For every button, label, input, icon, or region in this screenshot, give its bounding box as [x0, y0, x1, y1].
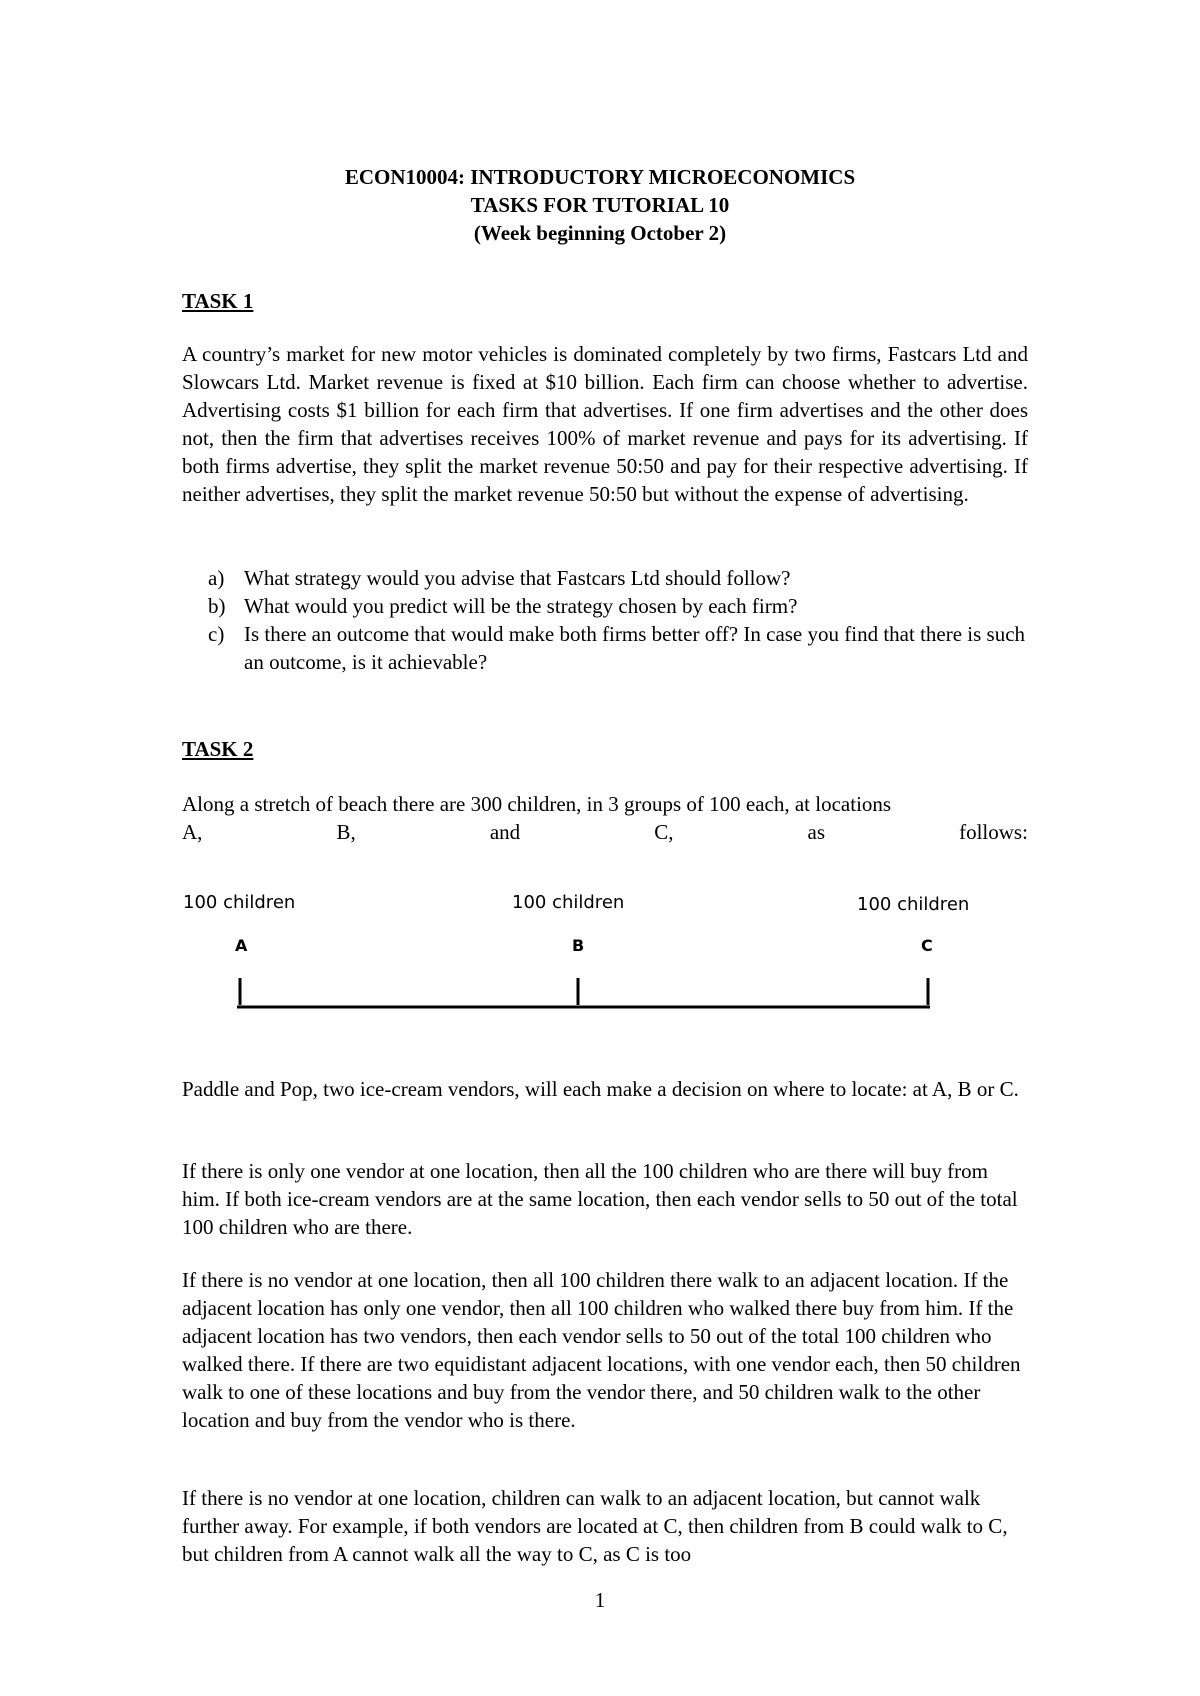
question-label: c)	[208, 622, 225, 646]
intro-word: B,	[336, 820, 356, 844]
beach-diagram	[0, 880, 1200, 1020]
location-b-letter: B	[572, 936, 585, 955]
task1-heading: TASK 1	[182, 289, 254, 313]
question-item	[208, 592, 1028, 620]
task2-heading: TASK 2	[182, 737, 254, 761]
task2-intro-continued	[182, 818, 1028, 846]
intro-word: A,	[182, 820, 203, 844]
task2-paragraph-3: If there is no vendor at one location, then all 100 children there walk to an adjacent location. If the adjacent location has only one vendor, then all 100 children who walked there buy from him. If the adjacent location has two vendors, then each vendor sells to 50 out of the total 100 children who walked there. If there are two equidistant adjacent locations, with one vendor each, then 50 children walk to one of these locations and buy from the vendor there, and 50 children walk to the other location and buy from the vendor who is there.	[182, 1268, 1021, 1432]
intro-word: and	[489, 820, 521, 844]
question-text: What would you predict will be the strategy chosen by each firm?	[244, 594, 798, 618]
intro-word: as	[807, 820, 826, 844]
intro-word: follows:	[959, 820, 1028, 844]
task2-paragraph-4: If there is no vendor at one location, children can walk to an adjacent location, but cannot walk further away. For example, if both vendors are located at C, then children from B could walk to C, but children from A cannot walk all the way to C, as C is too	[182, 1486, 1008, 1566]
week-note: (Week beginning October 2)	[473, 221, 727, 245]
location-a-letter: A	[235, 936, 248, 955]
intro-word: C,	[654, 820, 674, 844]
task2-intro: Along a stretch of beach there are 300 children, in 3 groups of 100 each, at locations	[182, 792, 892, 816]
question-text: Is there an outcome that would make both firms better off? In case you find that there is such an outcome, is it achievable?	[244, 622, 1026, 674]
task2-paragraph-2: If there is only one vendor at one location, then all the 100 children who are there will buy from him. If both ice-cream vendors are at the same location, then each vendor sells to 50 out of the total 100 children who are there.	[182, 1159, 1018, 1239]
beach-line-graphic	[0, 880, 1200, 1020]
task2-paragraph-1: Paddle and Pop, two ice-cream vendors, will each make a decision on where to locate: at A, B or C.	[182, 1077, 1019, 1101]
tutorial-title: TASKS FOR TUTORIAL 10	[470, 193, 730, 217]
question-text: What strategy would you advise that Fastcars Ltd should follow?	[244, 566, 791, 590]
document-header	[0, 163, 1200, 247]
location-c-letter: C	[921, 936, 933, 955]
question-item	[208, 564, 1028, 592]
question-label: a)	[208, 566, 225, 590]
course-title: ECON10004: INTRODUCTORY MICROECONOMICS	[344, 165, 856, 189]
location-b-count: 100 children	[512, 892, 625, 913]
task1-questions	[208, 564, 1028, 676]
question-label: b)	[208, 594, 226, 618]
location-c-count: 100 children	[857, 894, 970, 915]
page-number: 1	[594, 1588, 606, 1612]
location-a-count: 100 children	[183, 892, 296, 913]
task1-paragraph: A country’s market for new motor vehicles is dominated completely by two firms, Fastcars Ltd and Slowcars Ltd. Market revenue is fixed at $10 billion. Each firm can choose whether to advertise. Advertising costs $1 billion for each firm that advertises. If one firm advertises and the other does not, then the firm that advertises receives 100% of market revenue and pays for its advertising. If both firms advertise, they split the market revenue 50:50 and pay for their respective advertising. If neither advertises, they split the market revenue 50:50 but without the expense of advertising.	[182, 342, 1028, 506]
question-item	[208, 620, 1028, 676]
